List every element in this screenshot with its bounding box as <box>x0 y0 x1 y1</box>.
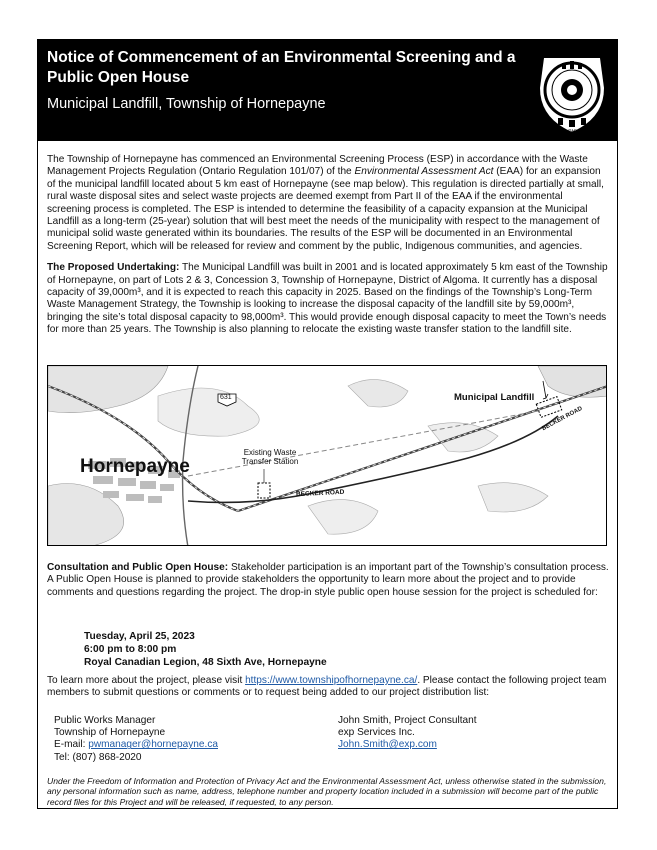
event-date: Tuesday, April 25, 2023 <box>84 631 195 642</box>
contact1-role: Public Works Manager <box>54 715 156 726</box>
email-label: E-mail: <box>54 739 89 751</box>
consultation-section <box>47 562 609 608</box>
learn-more-section <box>47 675 609 709</box>
header-banner <box>38 40 617 141</box>
contact-consultant <box>338 715 477 752</box>
contact2-email-link[interactable]: John.Smith@exp.com <box>338 739 437 751</box>
transfer-station-label: Existing Waste Transfer Station <box>241 448 299 466</box>
learn-more-text-2: . Please contact the following project team members to submit questions or comments or to request being added to our project distribution list: <box>47 675 607 699</box>
act-name: Environmental Assessment Act <box>354 166 494 178</box>
privacy-footer: Under the Freedom of Information and Protection of Privacy Act and the Environmental Assessment Act, unless otherwise stated in the submission, any personal information such as name, address, telephone number and property location included in a submission will become part of the public record files for this Project and will be released, if requested, to any person. <box>47 776 607 807</box>
landfill-label: Municipal Landfill <box>454 392 535 403</box>
undertaking-heading: The Proposed Undertaking: <box>47 262 180 274</box>
intro-paragraph <box>47 154 609 253</box>
becker-road-label: BECKER ROAD <box>295 488 345 499</box>
becker-road-label-east: BECKER ROAD <box>541 405 584 433</box>
contact2-email-row <box>338 739 477 751</box>
event-location: Royal Canadian Legion, 48 Sixth Ave, Hornepayne <box>84 657 327 668</box>
consultation-heading: Consultation and Public Open House: <box>47 562 229 573</box>
contact-public-works <box>54 715 218 764</box>
contact1-tel: Tel: (807) 868-2020 <box>54 751 142 763</box>
learn-more-text: To learn more about the project, please visit <box>47 675 246 686</box>
town-label: Hornepayne <box>80 456 190 477</box>
undertaking-paragraph <box>47 262 609 336</box>
learn-more-paragraph <box>47 675 609 700</box>
contact2-org: exp Services Inc. <box>338 727 415 739</box>
contact1-email-row <box>54 739 218 751</box>
contact2-name: John Smith, Project Consultant <box>338 715 477 726</box>
notice-document <box>37 39 618 809</box>
notice-title: Notice of Commencement of an Environmental Screening and a Public Open House <box>47 49 516 86</box>
contact1-org: Township of Hornepayne <box>54 727 166 739</box>
township-seal-logo <box>532 48 612 136</box>
highway-label: 631 <box>220 394 232 401</box>
consultation-paragraph <box>47 562 609 599</box>
intro-text-2: (EAA) for an expansion of the municipal landfill located about 5 km east of Hornepayne (see map below). This regulation is directed partially at small, rural waste disposal sites and select waste projects are deemed exempt from Part II of the EAA if the environmental screening process is completed. The ESP is intended to determine the feasibility of a capacity expansion at the Municipal Landfill as a long-term (25-year) solution that will best meet the needs of the municipality with respect to the management of municipal solid waste generated within its boundaries. The results of the ESP will be documented in an Environmental Screening Report, which will be released for review and comment by the public, Indigenous communities, and agencies. <box>47 166 604 252</box>
event-details <box>84 630 327 669</box>
consultation-text: Stakeholder participation is an important part of the Township’s consultation process. A Public Open House is planned to provide stakeholders the opportunity to learn more about the project and to provide comments and questions regarding the project. The drop-in style public open house session for the project is scheduled for: <box>47 562 609 598</box>
contact1-email-link[interactable]: pwmanager@hornepayne.ca <box>88 739 218 751</box>
event-time: 6:00 pm to 8:00 pm <box>84 644 177 655</box>
undertaking-text: The Municipal Landfill was built in 2001 and is located approximately 5 km east of the Township of Hornepayne, on part of Lots 2 & 3, Concession 3, Township of Hornepayne, District of Algoma. It currently has a disposal capacity of 39,000m³, and it is expected to reach this capacity in 2025. Based on the findings of the Township’s Long-Term Waste Management Strategy, the Township is looking to increase the disposal capacity of the landfill site by 59,000m³, bringing the site’s total disposal capacity to 98,000m³. This would provide enough disposal capacity to meet the Town’s needs for more than 25 years. The Township is also planning to relocate the existing waste transfer station to the landfill site. <box>47 262 608 336</box>
notice-body <box>47 154 609 346</box>
svg-text:ONTARIO: ONTARIO <box>562 128 582 133</box>
intro-text-1: The Township of Hornepayne has commenced an Environmental Screening Process (ESP) in accordance with the Waste Management Projects Regulation (Ontario Regulation 101/07) of the <box>47 154 588 178</box>
township-website-link[interactable]: https://www.townshipofhornepayne.ca/ <box>245 675 418 686</box>
site-location-map <box>47 365 607 546</box>
notice-subtitle: Municipal Landfill, Township of Hornepayne <box>47 96 326 112</box>
